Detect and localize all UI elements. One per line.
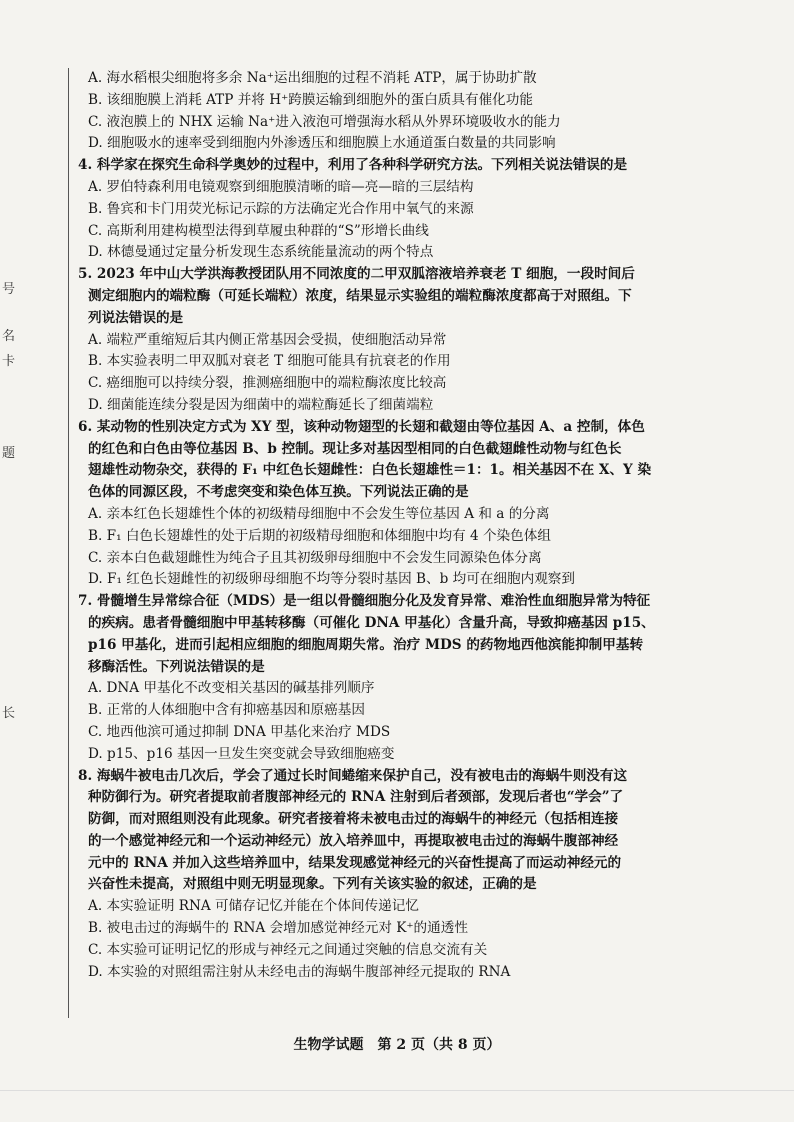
option-a: A. DNA 甲基化不改变相关基因的碱基排列顺序 — [88, 680, 375, 697]
margin-mark: 长 — [2, 706, 16, 721]
question-6-stem-cont: 的红色和白色由等位基因 B、b 控制。现让多对基因型相同的白色截翅雌性动物与红色长 — [88, 440, 622, 457]
option-c: C. 癌细胞可以持续分裂，推测癌细胞中的端粒酶浓度比较高 — [88, 375, 447, 392]
question-8-stem-cont: 兴奋性未提高，对照组中则无明显现象。下列有关该实验的叙述，正确的是 — [88, 876, 537, 893]
question-8-stem-cont: 种防御行为。研究者提取前者腹部神经元的 RNA 注射到后者颈部，发现后者也“学会”了 — [88, 789, 624, 806]
question-8-stem-cont: 的一个感觉神经元和一个运动神经元）放入培养皿中，再提取被电击过的海蜗牛腹部神经 — [88, 832, 619, 849]
option-a: A. 端粒严重缩短后其内侧正常基因会受损，使细胞活动异常 — [88, 331, 447, 348]
question-6-block — [78, 417, 714, 591]
question-8-stem: 8. 海蜗牛被电击几次后，学会了通过长时间蜷缩来保护自己，没有被电击的海蜗牛则没有这 — [78, 767, 628, 784]
question-7-block — [78, 591, 714, 765]
option-a: A. 罗伯特森利用电镜观察到细胞膜清晰的暗—亮—暗的三层结构 — [88, 178, 474, 195]
option-b: B. 被电击过的海蜗牛的 RNA 会增加感觉神经元对 K⁺的通透性 — [88, 920, 468, 937]
question-8-stem-cont: 防御，而对照组则没有此现象。研究者接着将未被电击过的海蜗牛的神经元（包括相连接 — [88, 811, 619, 828]
question-5-block — [78, 264, 714, 417]
question-8-stem-cont: 元中的 RNA 并加入这些培养皿中，结果发现感觉神经元的兴奋性提高了而运动神经元的 — [88, 854, 622, 871]
option-a: A. 亲本红色长翅雄性个体的初级精母细胞中不会发生等位基因 A 和 a 的分离 — [88, 505, 550, 522]
question-4-block — [78, 155, 714, 264]
option-d: D. 本实验的对照组需注射从未经电击的海蜗牛腹部神经元提取的 RNA — [88, 963, 511, 980]
margin-mark: 卡 — [2, 354, 16, 369]
question-5-stem-cont: 列说法错误的是 — [88, 309, 184, 326]
question-6-stem-cont: 色体的同源区段，不考虑突变和染色体互换。下列说法正确的是 — [88, 484, 469, 501]
option-a: A. 本实验证明 RNA 可储存记忆并能在个体间传递记忆 — [88, 898, 419, 915]
question-7-stem-cont: p16 甲基化，进而引起相应细胞的细胞周期失常。治疗 MDS 的药物地西他滨能抑制甲基转 — [88, 636, 644, 653]
question-7-stem-cont: 移酶活性。下列说法错误的是 — [88, 658, 265, 675]
question-4-stem: 4. 科学家在探究生命科学奥妙的过程中，利用了各种科学研究方法。下列相关说法错误的是 — [78, 157, 628, 174]
question-5-stem: 5. 2023 年中山大学洪海教授团队用不同浓度的二甲双胍溶液培养衰老 T 细胞，一段时间后 — [78, 266, 635, 283]
option-d: D. 林德曼通过定量分析发现生态系统能量流动的两个特点 — [88, 244, 434, 261]
question-6-stem: 6. 某动物的性别决定方式为 XY 型，该种动物翅型的长翅和截翅由等位基因 A、a 控制，体色 — [78, 418, 645, 435]
question-3-block — [78, 68, 714, 155]
option-d: D. 细菌能连续分裂是因为细菌中的端粒酶延长了细菌端粒 — [88, 396, 434, 413]
question-7-stem-cont: 的疾病。患者骨髓细胞中甲基转移酶（可催化 DNA 甲基化）含量升高，导致抑癌基因 p15、 — [88, 614, 655, 631]
option-b: B. 该细胞膜上消耗 ATP 并将 H⁺跨膜运输到细胞外的蛋白质具有催化功能 — [88, 91, 533, 108]
option-d: D. 细胞吸水的速率受到细胞内外渗透压和细胞膜上水通道蛋白数量的共同影响 — [88, 135, 556, 152]
option-c: C. 亲本白色截翅雌性为纯合子且其初级卵母细胞中不会发生同源染色体分离 — [88, 549, 542, 566]
option-a: A. 海水稻根尖细胞将多余 Na⁺运出细胞的过程不消耗 ATP，属于协助扩散 — [88, 70, 537, 86]
question-5-stem-cont: 测定细胞内的端粒酶（可延长端粒）浓度，结果显示实验组的端粒酶浓度都高于对照组。下 — [88, 287, 632, 304]
option-d: D. F₁ 红色长翅雌性的初级卵母细胞不均等分裂时基因 B、b 均可在细胞内观察到 — [88, 571, 575, 588]
margin-mark: 题 — [2, 446, 16, 461]
option-d: D. p15、p16 基因一旦发生突变就会导致细胞癌变 — [88, 745, 395, 762]
option-b: B. 本实验表明二甲双胍对衰老 T 细胞可能具有抗衰老的作用 — [88, 353, 451, 370]
option-b: B. F₁ 白色长翅雄性的处于后期的初级精母细胞和体细胞中均有 4 个染色体组 — [88, 527, 551, 544]
question-8-block — [78, 766, 714, 984]
option-b: B. 正常的人体细胞中含有抑癌基因和原癌基因 — [88, 702, 365, 719]
question-list — [78, 68, 714, 983]
margin-rule — [68, 68, 69, 1018]
option-c: C. 高斯利用建构模型法得到草履虫种群的“S”形增长曲线 — [88, 222, 429, 239]
margin-mark: 号 — [2, 282, 16, 297]
question-7-stem: 7. 骨髓增生异常综合征（MDS）是一组以骨髓细胞分化及发育异常、难治性血细胞异常为特征 — [78, 593, 651, 610]
option-b: B. 鲁宾和卡门用荧光标记示踪的方法确定光合作用中氧气的来源 — [88, 200, 474, 217]
margin-mark: 名 — [2, 329, 16, 344]
bottom-divider — [0, 1090, 794, 1091]
question-6-stem-cont: 翅雄性动物杂交，获得的 F₁ 中红色长翅雌性：白色长翅雄性＝1：1。相关基因不在 X、Y 染 — [88, 462, 652, 479]
page-footer: 生物学试题 第 2 页（共 8 页） — [293, 1037, 501, 1053]
option-c: C. 本实验可证明记忆的形成与神经元之间通过突触的信息交流有关 — [88, 941, 488, 958]
option-c: C. 液泡膜上的 NHX 运输 Na⁺进入液泡可增强海水稻从外界环境吸收水的能力 — [88, 113, 561, 130]
option-c: C. 地西他滨可通过抑制 DNA 甲基化来治疗 MDS — [88, 723, 391, 740]
